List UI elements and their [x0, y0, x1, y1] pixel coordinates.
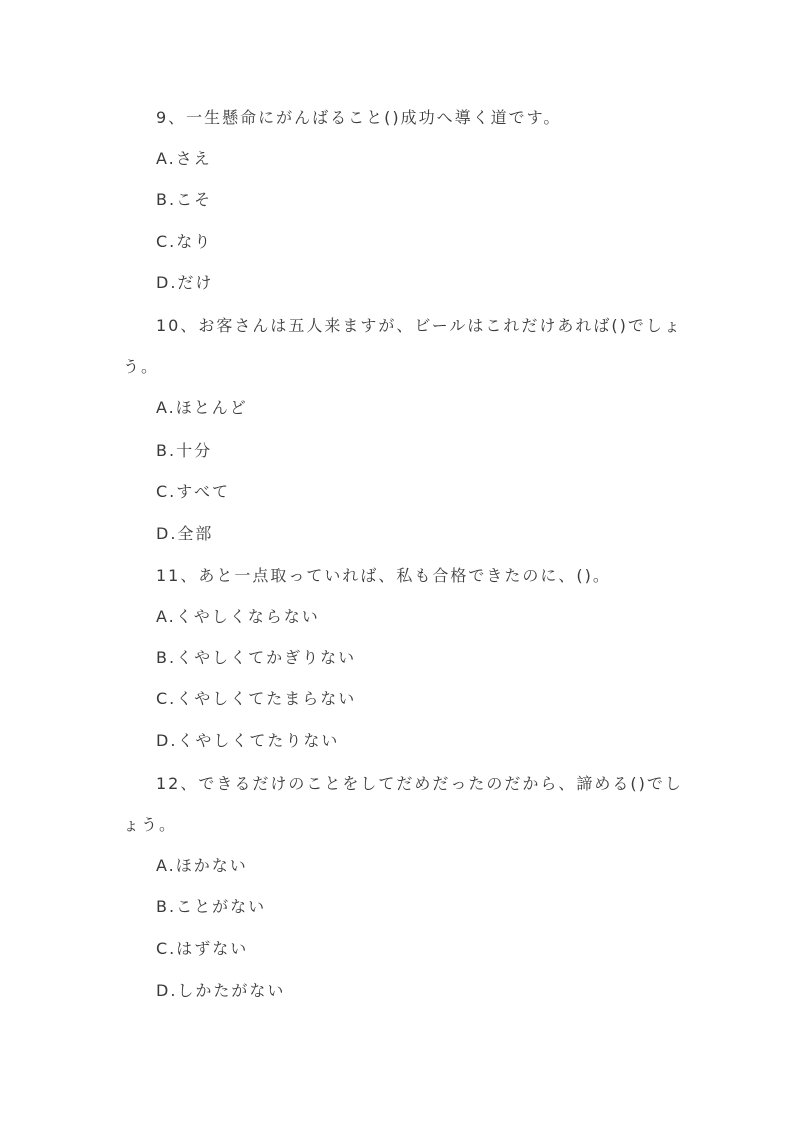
question-10-option-b: B.十分: [156, 441, 213, 460]
question-10-option-a: A.ほとんど: [156, 398, 248, 417]
question-12-stem: 12、できるだけのことをしてだめだったのだから、諦める()でし: [156, 774, 683, 793]
question-9-option-b: B.こそ: [156, 190, 213, 209]
question-12-stem-continuation: ょう。: [123, 815, 178, 834]
question-12-option-d: D.しかたがない: [156, 981, 286, 1000]
question-12-option-c: C.はずない: [156, 939, 249, 958]
question-10-option-c: C.すべて: [156, 482, 230, 501]
question-10-stem-continuation: う。: [123, 357, 160, 376]
question-9-stem: 9、一生懸命にがんばること()成功へ導く道です。: [156, 108, 562, 127]
question-12-option-b: B.ことがない: [156, 897, 267, 916]
question-11-option-b: B.くやしくてかぎりない: [156, 648, 357, 667]
question-11-stem: 11、あと一点取っていれば、私も合格できたのに、()。: [156, 566, 611, 585]
question-10-stem: 10、お客さんは五人来ますが、ビールはこれだけあれば()でしょ: [156, 316, 682, 335]
question-10-option-d: D.全部: [156, 524, 214, 543]
question-9-option-c: C.なり: [156, 232, 213, 251]
question-12-option-a: A.ほかない: [156, 856, 248, 875]
question-11-option-d: D.くやしくてたりない: [156, 731, 340, 750]
question-9-option-d: D.だけ: [156, 273, 214, 292]
question-11-option-a: A.くやしくならない: [156, 607, 320, 626]
question-9-option-a: A.さえ: [156, 149, 212, 168]
question-11-option-c: C.くやしくてたまらない: [156, 689, 357, 708]
